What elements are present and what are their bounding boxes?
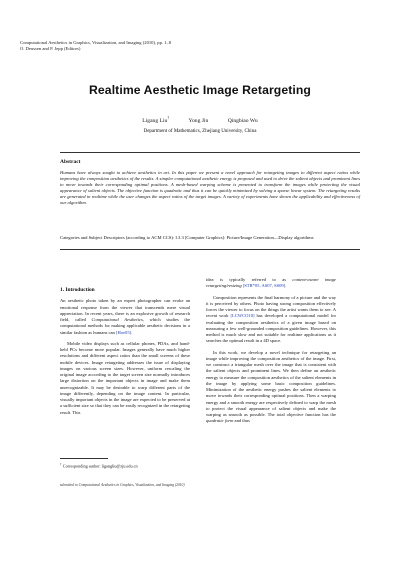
right-column xyxy=(206,277,336,430)
abstract-heading: Abstract xyxy=(60,159,81,165)
right-paragraph-1: idea is typically referred to as content-aware image retargeting/resizing [STR*05, AS07, SS09]. xyxy=(206,277,336,289)
author-mark: † xyxy=(167,116,170,120)
author-1: Ligang Liu† xyxy=(142,116,170,124)
citation-link[interactable]: [LCWCO10] xyxy=(230,313,255,319)
author-3: Qingbiao Wu xyxy=(227,117,258,124)
author-list xyxy=(0,116,400,124)
left-column xyxy=(60,287,190,421)
header-venue: Computational Aesthetics in Graphics, Visualization, and Imaging (2010), pp. 1–8 xyxy=(20,40,172,45)
page-footer: submitted to Computational Aesthetics in Graphics, Visualization, and Imaging (2010) xyxy=(60,483,185,487)
citation-link[interactable]: [Hoe05] xyxy=(115,329,132,335)
section-heading-introduction: 1. Introduction xyxy=(60,287,95,293)
right-paragraph-3: In this work, we develop a novel technique for retargeting an image while improving the composition aesthetics of the image. First, we construct a triangular mesh over the image that is consistent with the salient objects and prominent lines. We then define an aesthetic energy to measure the composition aesthetics of the salient elements in the image by applying some basic composition guidelines. Minimization of the aesthetic energy pushes the salient elements to move towards their corresponding optimal positions. Then a warping energy and a smooth energy are respectively defined to warp the mesh to protect the visual appearance of salient objects and make the warping as smooth as possible. The total objective function has the quadratic form and thus xyxy=(206,349,336,424)
abstract-section xyxy=(60,152,360,250)
paper-title: Realtime Aesthetic Image Retargeting xyxy=(89,83,311,97)
author-2: Yong Jin xyxy=(188,117,209,124)
footnote-mark: † xyxy=(60,462,62,466)
header-editors: O. Deussen and P. Jepp (Editors) xyxy=(20,46,81,52)
acm-categories: Categories and Subject Descriptors (according to ACM CCS): I.3.3 [Computer Graphics]: Picture/Image Generation—Display algorithms xyxy=(60,235,314,240)
right-paragraph-2: Composition represents the final harmony of a picture and the way it is perceived by others. Photo having strong composition effectively forces the viewer to focus on the things the artist wants them to see. A recent work [LCWCO10] has developed a computational model for evaluating the composition aesthetics of a given image based on measuring a few well-grounded composition guidelines. However, this method is much slow and not suitable for realtime applications as it searches the optimal result in a 4D space. xyxy=(206,294,336,344)
abstract-text: Humans have always sought to achieve aesthetics in art. In this paper we present a novel approach for retargeting images to different aspect ratios while improving the composition aesthetics of the results. A simpler computational aesthetic energy is proposed and used to drive the salient objects and prominent lines to move towards their corresponding optimal positions. A mesh-based warping scheme is presented to transform the images while protecting the visual appearance of salient objects. The objective function is quadratic and thus it can be quickly minimized by solving a sparse linear system. The retargeting results are generated in realtime while the user changes the aspect ratios of the target images. A variety of experiments have shown the applicability and effectiveness of our algorithm. xyxy=(60,170,360,206)
affiliation: Department of Mathematics, Zhejiang University, China xyxy=(143,129,257,134)
intro-paragraph-2: Mobile video displays such as cellular phones, PDAs, and hand-held PCs become more popular. Images generally have much higher resolutions and different aspect ratios than the small screens of these mobile devices. Image retargeting addresses the issue of displaying images on various screen sizes. However, uniform rescaling the original image according to the target screen size normally introduces large distortion on the important objects in image and make them unrecognizable. It may be desirable to warp different parts of the image differently, depending on the image content. In particular, visually important objects in the image are expected to be preserved at a sufficient size so that they can be easily recognized in the retargeting result. This xyxy=(60,340,190,415)
footnote-divider xyxy=(60,458,108,459)
footnote: † Corresponding author: ligangliu@zju.edu.cn xyxy=(60,462,138,469)
intro-paragraph-1: An aesthetic photo taken by an expert photographer can evoke an emotional response from the viewer that transcends mere visual appreciation. In recent years, there is an explosive growth of research field, called Computational Aesthetics, which studies the computational methods for making applicable aesthetic decisions in a similar fashion as humans can [Hoe05]. xyxy=(60,298,190,335)
citation-link[interactable]: [STR*05, AS07, SS09] xyxy=(242,283,286,289)
running-header xyxy=(20,40,320,53)
